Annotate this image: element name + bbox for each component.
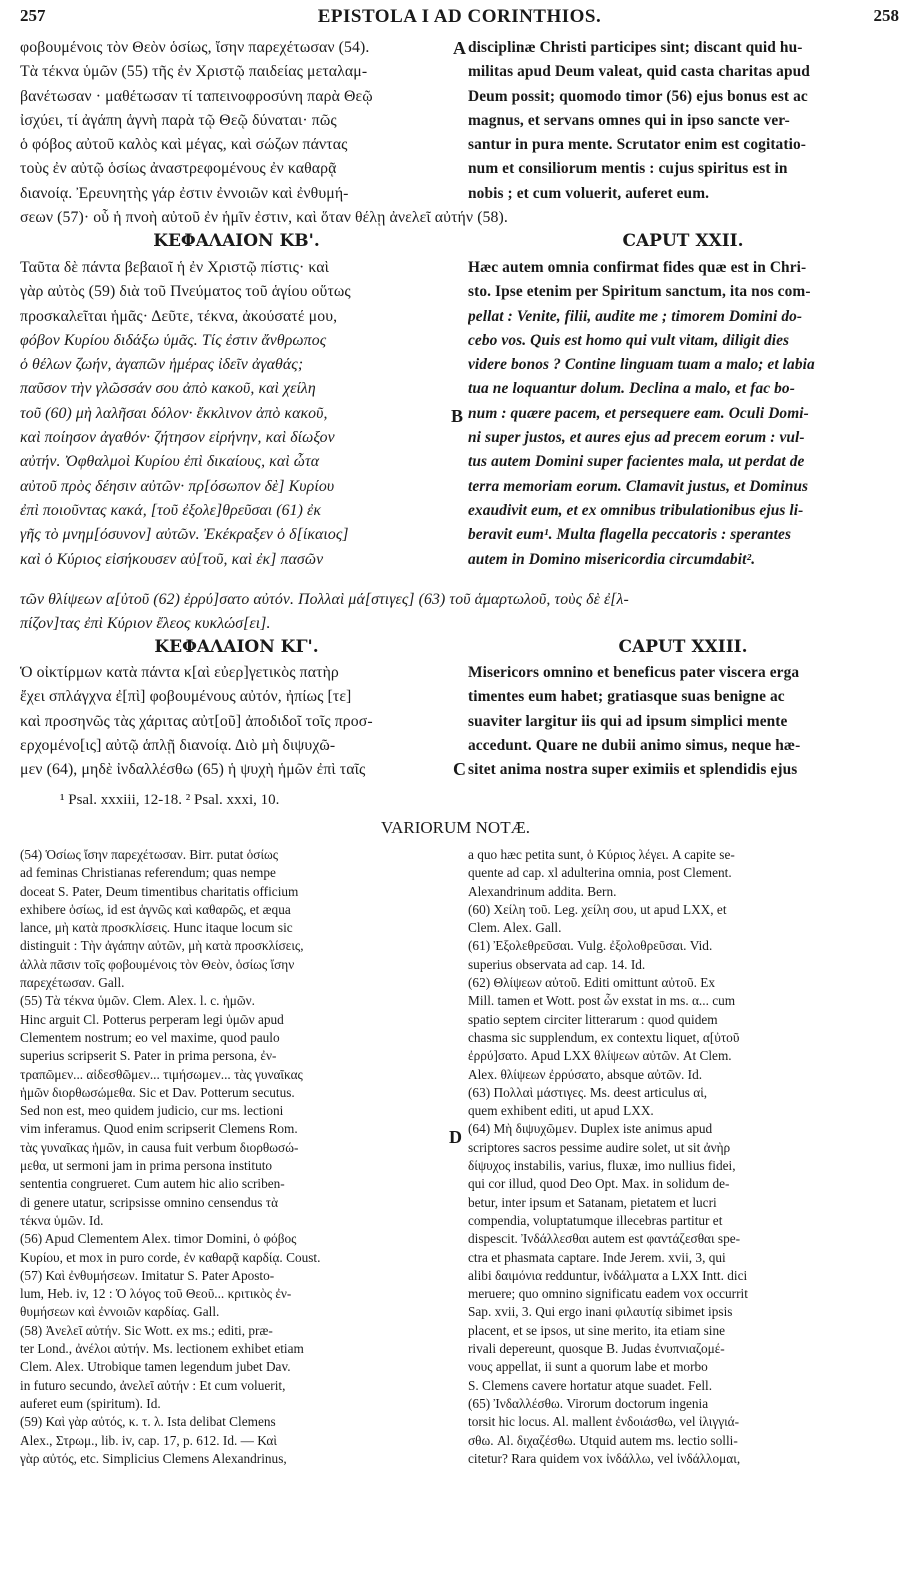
latin-line: Deum possit; quomodo timor (56) ejus bonus est ac bbox=[468, 87, 808, 105]
note-line: ἐρρύ]σατο. Apud LXX θλίψεων αὐτῶν. At Clem. bbox=[468, 1048, 732, 1064]
note-line: Clementem nostrum; eo vel maxime, quod paulo bbox=[20, 1029, 280, 1045]
note-line: Clem. Alex. Gall. bbox=[468, 920, 562, 936]
latin-line: Misericors omnino et beneficus pater viscera erga bbox=[468, 664, 800, 681]
notes-column-left bbox=[20, 846, 453, 1468]
note-line: τέκνα ὑμῶν. Id. bbox=[20, 1212, 104, 1228]
note-line: (64) Μὴ διψυχῶμεν. Duplex iste animus apud bbox=[468, 1121, 713, 1137]
greek-line: ὁ θέλων ζωήν, ἀγαπῶν ἡμέρας ἰδεῖν ἀγαθάς; bbox=[20, 356, 304, 374]
latin-column-mid bbox=[468, 256, 898, 572]
page-number-left: 257 bbox=[20, 6, 46, 25]
latin-line: beravit eum¹. Multa flagella peccatoris : sperantes bbox=[468, 526, 792, 544]
note-line: γὰρ αὐτός, etc. Simplicius Clemens Alexandrinus, bbox=[20, 1450, 287, 1466]
greek-line: καὶ προσηνῶς τὰς χάριτας αὐτ[οῦ] ἀποδιδοῖ τοῖς προσ- bbox=[20, 712, 373, 730]
notes-title: VARIORUM NOTÆ. bbox=[381, 818, 530, 837]
latin-line: terra memoriam eorum. Clamavit justus, et Dominus bbox=[468, 477, 809, 495]
note-line: Alexandrinum addita. Bern. bbox=[468, 883, 617, 899]
note-line: Alex. θλίψεων ἐρρύσατο, absque αὐτῶν. Id. bbox=[468, 1066, 703, 1082]
note-line: (56) Apud Clementem Alex. timor Domini, ὁ φόβος bbox=[20, 1231, 297, 1247]
note-line: S. Clemens cavere hortatur atque suadet. Fell. bbox=[468, 1377, 713, 1393]
note-line: superius observata ad cap. 14. Id. bbox=[468, 956, 646, 972]
running-title: EPISTOLA I AD CORINTHIOS. bbox=[317, 6, 602, 27]
note-line: τραπῶμεν... αἰδεσθῶμεν... τιμήσωμεν... τὰς γυναῖκας bbox=[20, 1066, 303, 1082]
chapter-heading-greek-23: ΚΕΦΑΛΑΙΟΝ ΚΓ'. bbox=[154, 637, 319, 657]
greek-line: Ταῦτα δὲ πάντα βεβαιοῖ ἡ ἐν Χριστῷ πίστις· καὶ bbox=[20, 259, 329, 276]
greek-line: τοὺς ἐν αὐτῷ ὁσίως ἀναστρεφομένους ἐν καθαρᾷ bbox=[20, 160, 337, 178]
note-line: δίψυχος instabilis, varius, fluxæ, imo nullius fidei, bbox=[468, 1158, 736, 1174]
latin-line: nobis ; et cum voluerit, auferet eum. bbox=[468, 184, 710, 202]
latin-line: santur in pura mente. Scrutator enim est cogitatio- bbox=[468, 136, 806, 154]
latin-line: Hæc autem omnia confirmat fides quæ est in Chri- bbox=[468, 259, 807, 276]
latin-line: num : quære pacem, et persequere eam. Oculi Domi- bbox=[468, 404, 809, 422]
note-line: σθω. Al. διχαζέσθω. Utquid autem ms. lectio solli- bbox=[468, 1432, 738, 1448]
note-line: exhibere ὁσίως, id est ἁγνῶς καὶ καθαρῶς, et æqua bbox=[20, 901, 291, 917]
chapter-heading-latin-23: CAPUT XXIII. bbox=[618, 637, 748, 657]
greek-line: ἔχει σπλάγχνα ἐ[πὶ] φοβουμένους αὐτόν, ἠπίως [τε] bbox=[20, 688, 352, 706]
latin-line: disciplinæ Christi participes sint; discant quid hu- bbox=[468, 39, 803, 56]
note-line: θυμήσεων καὶ ἐννοιῶν καρδίας. Gall. bbox=[20, 1304, 220, 1320]
note-line: (60) Χείλη τοῦ. Leg. χείλη σου, ut apud LXX, et bbox=[468, 901, 727, 917]
greek-column-top bbox=[20, 36, 453, 206]
greek-line: γῆς τὸ μνημ[όσυνον] αὐτῶν. Ἐκέκραξεν ὁ δ[ίκαιος] bbox=[20, 526, 349, 544]
latin-line: pellat : Venite, filii, audite me ; timorem Domini do- bbox=[468, 307, 803, 325]
latin-line: videre bonos ? Contine linguam tuam a malo; et labia bbox=[468, 356, 815, 374]
note-line: (63) Πολλαὶ μάστιγες. Ms. deest articulus αἱ, bbox=[468, 1084, 708, 1100]
latin-line: sitet anima nostra super eximiis et splendidis ejus bbox=[468, 761, 798, 779]
note-line: a quo hæc petita sunt, ὁ Κύριος λέγει. A capite se- bbox=[468, 847, 735, 862]
greek-line: Ὁ οἰκτίρμων κατὰ πάντα κ[αὶ εὐερ]γετικὸς πατὴρ bbox=[20, 664, 339, 681]
scripture-footnote: ¹ Psal. xxxiii, 12-18. ² Psal. xxxi, 10. bbox=[60, 792, 280, 808]
greek-line: ὁ φόβος αὐτοῦ καλὸς καὶ μέγας, καὶ σώζων πάντας bbox=[20, 136, 348, 154]
note-line: dispescit. Ἰνδάλλεσθαι autem est φαντάζεσθαι spe- bbox=[468, 1231, 741, 1247]
chapter-heading-greek-22: ΚΕΦΑΛΑΙΟΝ ΚΒ'. bbox=[153, 231, 320, 251]
note-line: (58) Ἀνελεῖ αὐτήν. Sic Wott. ex ms.; editi, præ- bbox=[20, 1322, 273, 1338]
greek-line: βανέτωσαν · μαθέτωσαν τί ταπεινοφροσύνη παρὰ Θεῷ bbox=[20, 87, 373, 105]
greek-line: αὐτοῦ πρὸς δέησιν αὐτῶν· πρ[όσωπον δὲ] Κυρίου bbox=[20, 477, 335, 495]
note-line: τὰς γυναῖκας ἡμῶν, in causa fuit verbum διορθωσώ- bbox=[20, 1139, 299, 1155]
latin-line: sto. Ipse etenim per Spiritum sanctum, ita nos com- bbox=[468, 283, 811, 301]
note-line: scriptores sacros pessime audire solet, ut sit ἀνὴρ bbox=[468, 1139, 731, 1155]
greek-spanning-line: πίζον]τας ἐπὶ Κύριον ἔλεος κυκλώσ[ει]. bbox=[20, 615, 271, 632]
notes-column-right bbox=[468, 846, 898, 1468]
greek-column-mid bbox=[20, 256, 453, 572]
note-line: Alex., Στρωμ., lib. iv, cap. 17, p. 612. Id. — Καὶ bbox=[20, 1432, 277, 1448]
latin-line: exaudivit eum, et ex omnibus tribulationibus ejus li- bbox=[468, 501, 804, 519]
note-line: Sap. xvii, 3. Qui ergo inani φιλαυτίᾳ sibimet ipsis bbox=[468, 1304, 733, 1320]
note-line: lum, Heb. iv, 12 : Ὁ λόγος τοῦ Θεοῦ... κριτικὸς ἐν- bbox=[20, 1286, 292, 1302]
note-line: ἡμῶν διορθωσώμεθα. Sic et Dav. Potterum secutus. bbox=[20, 1084, 295, 1100]
note-line: quente ad cap. xl adulterina omnia, post Clement. bbox=[468, 865, 732, 881]
note-line: Clem. Alex. Utrobique tamen legendum jubet Dav. bbox=[20, 1359, 291, 1375]
latin-line: suaviter largitur iis qui ad ipsum simplici mente bbox=[468, 712, 788, 730]
note-line: di genere utatur, scripsisse omnino censendus τὰ bbox=[20, 1194, 279, 1210]
note-line: distinguit : Τὴν ἀγάπην αὐτῶν, μὴ κατὰ προσκλίσεις, bbox=[20, 938, 304, 954]
greek-line: καὶ ποίησον ἀγαθόν· ζήτησον εἰρήνην, καὶ δίωξον bbox=[20, 429, 335, 447]
note-line: (65) Ἰνδαλλέσθω. Virorum doctorum ingenia bbox=[468, 1395, 709, 1411]
note-line: in futuro secundo, ἀνελεῖ αὐτήν : Et cum voluerit, bbox=[20, 1377, 286, 1393]
latin-line: autem in Domino misericordia circumdabit². bbox=[468, 550, 756, 568]
greek-line: καὶ ὁ Κύριος εἰσήκουσεν αὐ[τοῦ, καὶ ἐκ] πασῶν bbox=[20, 550, 324, 568]
note-line: ad feminas Christianas referendum; quas nempe bbox=[20, 865, 276, 881]
greek-line: ερχομένο[ις] αὐτῷ ἁπλῇ διανοίᾳ. Διὸ μὴ διψυχῶ- bbox=[20, 736, 336, 754]
page-header bbox=[20, 6, 899, 32]
latin-column-bottom bbox=[468, 661, 898, 782]
note-line: ἀλλὰ πᾶσιν τοῖς φοβουμένοις τὸν Θεὸν, ὁσίως ἴσην bbox=[20, 956, 295, 972]
greek-line: διανοίᾳ. Ἐρευνητὴς γάρ ἐστιν ἐννοιῶν καὶ ἐνθυμή- bbox=[20, 184, 349, 202]
greek-spanning-line: σεων (57)· οὗ ἡ πνοὴ αὐτοῦ ἐν ἡμῖν ἐστιν, καὶ ὅταν θέλῃ ἀνελεῖ αὐτήν (58). bbox=[20, 209, 508, 226]
note-line: torsit hic locus. Al. mallent ἐνδοιάσθω, vel ἰλιγγιά- bbox=[468, 1414, 740, 1430]
greek-line: φοβουμένοις τὸν Θεὸν ὁσίως, ἴσην παρεχέτωσαν (54). bbox=[20, 39, 370, 56]
note-line: lance, μὴ κατὰ προσκλίσεις. Hunc itaque locum sic bbox=[20, 920, 293, 936]
note-line: (55) Τὰ τέκνα ὑμῶν. Clem. Alex. l. c. ἡμῶν. bbox=[20, 993, 255, 1009]
greek-line: τοῦ (60) μὴ λαλῆσαι δόλον· ἔκκλινον ἀπὸ κακοῦ, bbox=[20, 404, 328, 422]
note-line: compendia, voluptatumque illecebras partitur et bbox=[468, 1212, 723, 1228]
note-line: superius scripserit S. Pater in prima persona, ἐν- bbox=[20, 1048, 277, 1064]
latin-column-top bbox=[468, 36, 898, 206]
note-line: rivali depereunt, quosque B. Judas ἐνυπνιαζομέ- bbox=[468, 1341, 725, 1357]
note-line: quem exhibent editi, ut apud LXX. bbox=[468, 1103, 654, 1119]
greek-line: μεν (64), μηδὲ ἰνδαλλέσθω (65) ἡ ψυχὴ ἡμῶν ἐπὶ ταῖς bbox=[20, 761, 366, 779]
note-line: sententia congrueret. Cum autem hic alio scriben- bbox=[20, 1176, 285, 1192]
note-line: ctra et phasmata captare. Inde Jerem. xvii, 3, qui bbox=[468, 1249, 726, 1265]
greek-column-bottom bbox=[20, 661, 453, 782]
greek-line: γὰρ αὐτὸς (59) διὰ τοῦ Πνεύματος τοῦ ἁγίου οὕτως bbox=[20, 283, 351, 301]
note-line: citetur? Rara quidem vox ἰνδάλλω, vel ἰνδάλλομαι, bbox=[468, 1450, 741, 1466]
note-line: (61) Ἐξολεθρεῦσαι. Vulg. ἐξολοθρεῦσαι. Vid. bbox=[468, 938, 713, 954]
note-line: doceat S. Pater, Deum timentibus charitatis officium bbox=[20, 883, 299, 899]
greek-line: ἰσχύει, τί ἀγάπη ἁγνὴ παρὰ τῷ Θεῷ δύναται· πῶς bbox=[20, 111, 337, 129]
note-line: qui cor illud, quod Deo Opt. Max. in solidum de- bbox=[468, 1176, 730, 1192]
note-line: placent, et se ipsos, ut sine merito, ita etiam sine bbox=[468, 1322, 726, 1338]
greek-line: ἐπὶ ποιοῦντας κακά, [τοῦ ἐξολε]θρεῦσαι (61) ἐκ bbox=[20, 501, 322, 519]
latin-line: magnus, et servans omnes qui in ipso sancte ver- bbox=[468, 111, 790, 129]
note-line: παρεχέτωσαν. Gall. bbox=[20, 975, 125, 991]
latin-line: timentes eum habet; gratiasque suas benigne ac bbox=[468, 688, 785, 706]
note-line: ter Lond., ἀνέλοι αὐτήν. Ms. lectionem exhibet etiam bbox=[20, 1341, 304, 1357]
latin-line: militas apud Deum valeat, quid casta charitas apud bbox=[468, 63, 810, 81]
greek-line: προσκαλεῖται ἡμᾶς· Δεῦτε, τέκνα, ἀκούσατέ μου, bbox=[20, 307, 338, 325]
note-line: νους appellat, ii sunt a quorum labe et morbo bbox=[468, 1359, 708, 1375]
note-line: spatio septem circiter litterarum : quod quidem bbox=[468, 1011, 718, 1027]
greek-line: Τὰ τέκνα ὑμῶν (55) τῆς ἐν Χριστῷ παιδείας μεταλαμ- bbox=[20, 63, 368, 81]
page-number-right: 258 bbox=[873, 6, 899, 25]
note-line: vim inferamus. Quod enim scripserit Clemens Rom. bbox=[20, 1121, 298, 1137]
note-line: betur, inter ipsum et Satanam, pietatem et lucri bbox=[468, 1194, 717, 1210]
latin-line: tua ne loquantur dolum. Declina a malo, et fac bo- bbox=[468, 380, 795, 398]
note-line: (62) Θλίψεων αὐτοῦ. Editi omittunt αὐτοῦ. Ex bbox=[468, 975, 715, 991]
note-line: (54) Ὁσίως ἴσην παρεχέτωσαν. Birr. putat ὁσίως bbox=[20, 847, 279, 862]
note-line: auferet eum (spiritum). Id. bbox=[20, 1395, 161, 1411]
note-line: Mill. tamen et Wott. post ὧν exstat in ms. α... cum bbox=[468, 993, 736, 1009]
note-line: Hinc arguit Cl. Potterus perperam legi ὑμῶν apud bbox=[20, 1011, 284, 1027]
note-line: (59) Καὶ γὰρ αὐτός, κ. τ. λ. Ista delibat Clemens bbox=[20, 1414, 276, 1430]
note-line: meruere; quo omnino significatu eadem vox occurrit bbox=[468, 1286, 748, 1302]
note-line: Κυρίου, et mox in puro corde, ἐν καθαρᾷ καρδίᾳ. Coust. bbox=[20, 1249, 321, 1265]
latin-line: accedunt. Quare ne dubii animo simus, neque hæ- bbox=[468, 736, 801, 754]
latin-line: ni super justos, et aures ejus ad precem eorum : vul- bbox=[468, 429, 805, 447]
latin-line: tus autem Domini super facientes mala, ut perdat de bbox=[468, 453, 805, 471]
greek-spanning-line: τῶν θλίψεων α[ὐτοῦ (62) ἐρρύ]σατο αὐτόν. Πολλαὶ μά[στιγες] (63) τοῦ ἁμαρτωλοῦ, τοὺς δὲ ἐ[λ- bbox=[20, 591, 629, 608]
greek-line: φόβον Κυρίου διδάξω ὑμᾶς. Τίς ἐστιν ἄνθρωπος bbox=[20, 331, 327, 349]
chapter-heading-latin-22: CAPUT XXII. bbox=[622, 231, 744, 251]
latin-line: num et consiliorum mentis : cujus spiritus est in bbox=[468, 160, 788, 178]
note-line: Sed non est, meo quidem judicio, cur ms. lectioni bbox=[20, 1103, 284, 1119]
note-line: chasma sic supplendum, ex contextu liquet, α[ὐτοῦ bbox=[468, 1029, 740, 1045]
greek-line: αὐτήν. Ὀφθαλμοὶ Κυρίου ἐπὶ δικαίους, καὶ ὦτα bbox=[20, 453, 320, 471]
latin-line: cebo vos. Quis est homo qui vult vitam, diligit dies bbox=[468, 331, 790, 349]
margin-marker-c: C bbox=[453, 759, 466, 779]
margin-marker-d: D bbox=[449, 1127, 462, 1147]
greek-line: παῦσον τὴν γλῶσσάν σου ἀπὸ κακοῦ, καὶ χείλη bbox=[20, 380, 316, 398]
note-line: alibi δαιμόνια redduntur, ἰνδάλματα a LXX Intt. dici bbox=[468, 1267, 748, 1283]
margin-marker-b: B bbox=[451, 406, 464, 426]
note-line: (57) Καὶ ἐνθυμήσεων. Imitatur S. Pater Aposto- bbox=[20, 1267, 275, 1283]
margin-marker-a: A bbox=[453, 38, 466, 58]
note-line: μεθα, ut sermoni jam in prima persona instituto bbox=[20, 1158, 273, 1174]
